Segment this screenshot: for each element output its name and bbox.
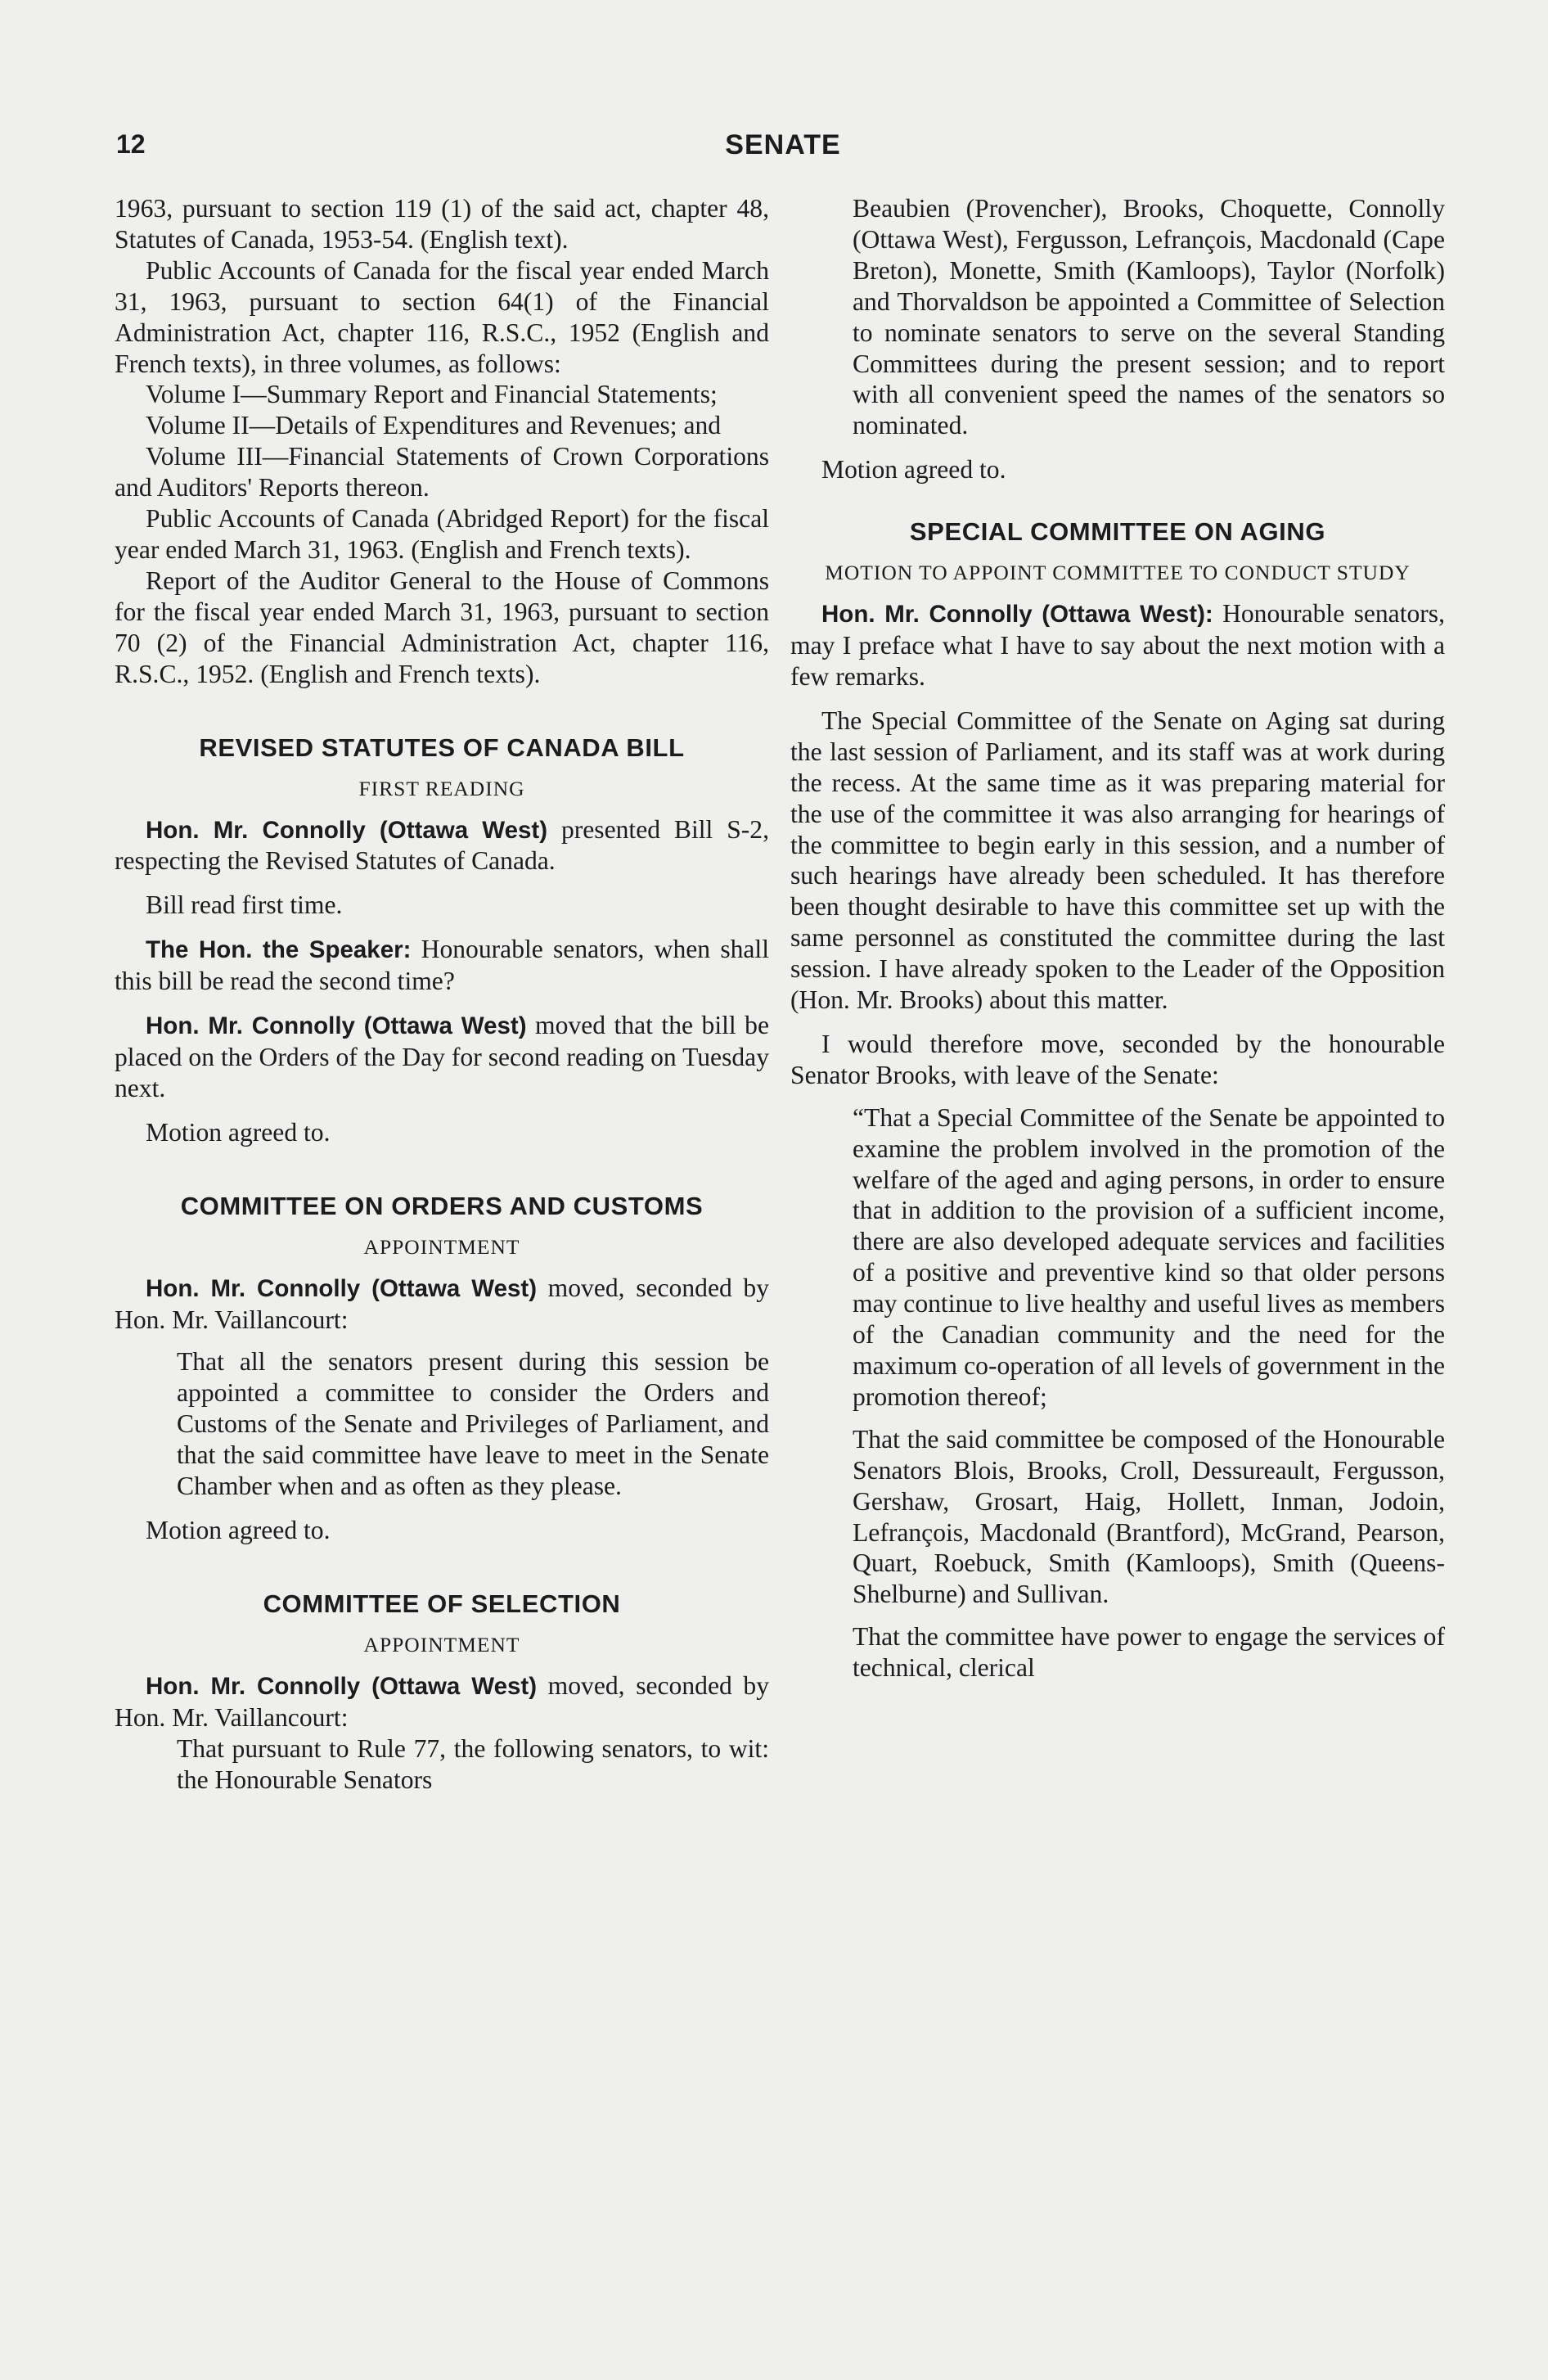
speech-paragraph xyxy=(115,1273,769,1336)
paragraph: Motion agreed to. xyxy=(146,1117,331,1147)
section-heading: COMMITTEE ON ORDERS AND CUSTOMS xyxy=(180,1191,704,1220)
running-head xyxy=(116,129,1450,170)
speech-text: moved, seconded by Hon. Mr. Vaillancourt: xyxy=(115,1273,769,1334)
speaker-name: Hon. Mr. Connolly (Ottawa West) xyxy=(146,1012,527,1040)
speech-paragraph xyxy=(790,598,1445,692)
speech-paragraph xyxy=(115,814,769,877)
motion-text: That the committee have power to engage the services of technical, clerical xyxy=(853,1622,1445,1683)
paragraph: 1963, pursuant to section 119 (1) of the said act, chapter 48, Statutes of Canada, 1953-54. (English text). xyxy=(115,194,769,254)
speech-text: Honourable senators, may I preface what I have to say about the next motion with a few remarks. xyxy=(790,599,1445,691)
section-heading: REVISED STATUTES OF CANADA BILL xyxy=(199,732,685,762)
paragraph: Report of the Auditor General to the House of Commons for the fiscal year ended March 31, 1963, pursuant to section 70 (2) of the Financial Administration Act, chapter 116, R.S.C., 1952. (English and French texts). xyxy=(115,566,769,688)
paragraph: Bill read first time. xyxy=(146,890,343,920)
speaker-name: Hon. Mr. Connolly (Ottawa West): xyxy=(821,601,1213,629)
section-subheading: APPOINTMENT xyxy=(363,1632,520,1657)
speech-text: Honourable senators, when shall this bill be read the second time? xyxy=(115,935,769,996)
speaker-name: Hon. Mr. Connolly (Ottawa West) xyxy=(146,816,548,844)
motion-text: Beaubien (Provencher), Brooks, Choquette, Connolly (Ottawa West), Fergusson, Lefrançois, Macdonald (Cape Breton), Monette, Smith (Kamloops), Taylor (Norfolk) and Thorvaldson be appointed a Committee of Selection to nominate senators to serve on the several Standing Committees during the present session; and to report with all convenient speed the names of the senators so nominated. xyxy=(853,194,1445,440)
paragraph: Public Accounts of Canada for the fiscal year ended March 31, 1963, pursuant to section 64(1) of the Financial Administration Act, chapter 116, R.S.C., 1952 (English and French texts), in three volumes, as follows: xyxy=(115,255,769,378)
paragraph: Volume I—Summary Report and Financial Statements; xyxy=(146,380,718,409)
section-subheading: MOTION TO APPOINT COMMITTEE TO CONDUCT STUDY xyxy=(825,561,1411,585)
page-title: SENATE xyxy=(725,129,841,160)
speech-text: moved, seconded by Hon. Mr. Vaillancourt: xyxy=(115,1670,769,1732)
paragraph: Motion agreed to. xyxy=(821,455,1006,485)
speaker-name: Hon. Mr. Connolly (Ottawa West) xyxy=(146,1672,538,1700)
section-subheading: APPOINTMENT xyxy=(363,1234,520,1259)
speech-text: moved that the bill be placed on the Orders of the Day for second reading on Tuesday next. xyxy=(115,1011,769,1102)
page-number: 12 xyxy=(116,129,146,159)
section-heading: SPECIAL COMMITTEE ON AGING xyxy=(909,517,1326,547)
paragraph: Volume II—Details of Expenditures and Revenues; and xyxy=(146,411,722,440)
motion-text: “That a Special Committee of the Senate be appointed to examine the problem involved in the promotion of the welfare of the aged and aging persons, in order to ensure that in addition to the provision of a sufficient income, there are also developed adequate services and facilities of a positive and preventive kind so that older persons may continue to live healthy and useful lives as members of the Canadian community and the need for the maximum co-operation of all levels of government in the promotion thereof; xyxy=(853,1102,1445,1411)
paragraph: Motion agreed to. xyxy=(146,1516,331,1544)
paragraph: The Special Committee of the Senate on Aging sat during the last session of Parliament, and its staff was at work during the recess. At the same time as it was preparing material for the use of the committee it was also arranging for hearings of the committee to begin early in this session, and a number of such hearings have already been scheduled. It has therefore been thought desirable to have this committee set up with the same personnel as constituted the committee during the last session. I have already spoken to the Leader of the Opposition (Hon. Mr. Brooks) about this matter. xyxy=(790,705,1445,1015)
speaker-name: The Hon. the Speaker: xyxy=(146,936,412,964)
speech-paragraph xyxy=(115,1010,769,1104)
motion-text: That the said committee be composed of the Honourable Senators Blois, Brooks, Croll, Dessureault, Fergusson, Gershaw, Grosart, Haig, Hollett, Inman, Jodoin, Lefrançois, Macdonald (Brantford), McGrand, Pearson, Quart, Roebuck, Smith (Kamloops), Smith (Queens-Shelburne) and Sullivan. xyxy=(853,1424,1445,1609)
motion-text: That pursuant to Rule 77, the following senators, to wit: the Honourable Senators xyxy=(177,1733,769,1794)
section-heading: COMMITTEE OF SELECTION xyxy=(263,1589,621,1618)
speech-paragraph xyxy=(115,934,769,997)
paragraph: Volume III—Financial Statements of Crown Corporations and Auditors' Reports thereon. xyxy=(115,442,769,503)
right-column xyxy=(790,193,1445,1684)
left-column xyxy=(115,193,769,1796)
motion-text: That all the senators present during this session be appointed a committee to consider the Orders and Customs of the Senate and Privileges of Parliament, and that the said committee have leave to meet in the Senate Chamber when and as often as they please. xyxy=(177,1347,769,1501)
paragraph: I would therefore move, seconded by the honourable Senator Brooks, with leave of the Senate: xyxy=(790,1029,1445,1089)
speaker-name: Hon. Mr. Connolly (Ottawa West) xyxy=(146,1274,538,1302)
speech-text: presented Bill S-2, respecting the Revised Statutes of Canada. xyxy=(115,814,769,876)
section-subheading: FIRST READING xyxy=(358,776,525,800)
paragraph: Public Accounts of Canada (Abridged Report) for the fiscal year ended March 31, 1963. (English and French texts). xyxy=(115,504,769,564)
speech-paragraph xyxy=(115,1670,769,1733)
